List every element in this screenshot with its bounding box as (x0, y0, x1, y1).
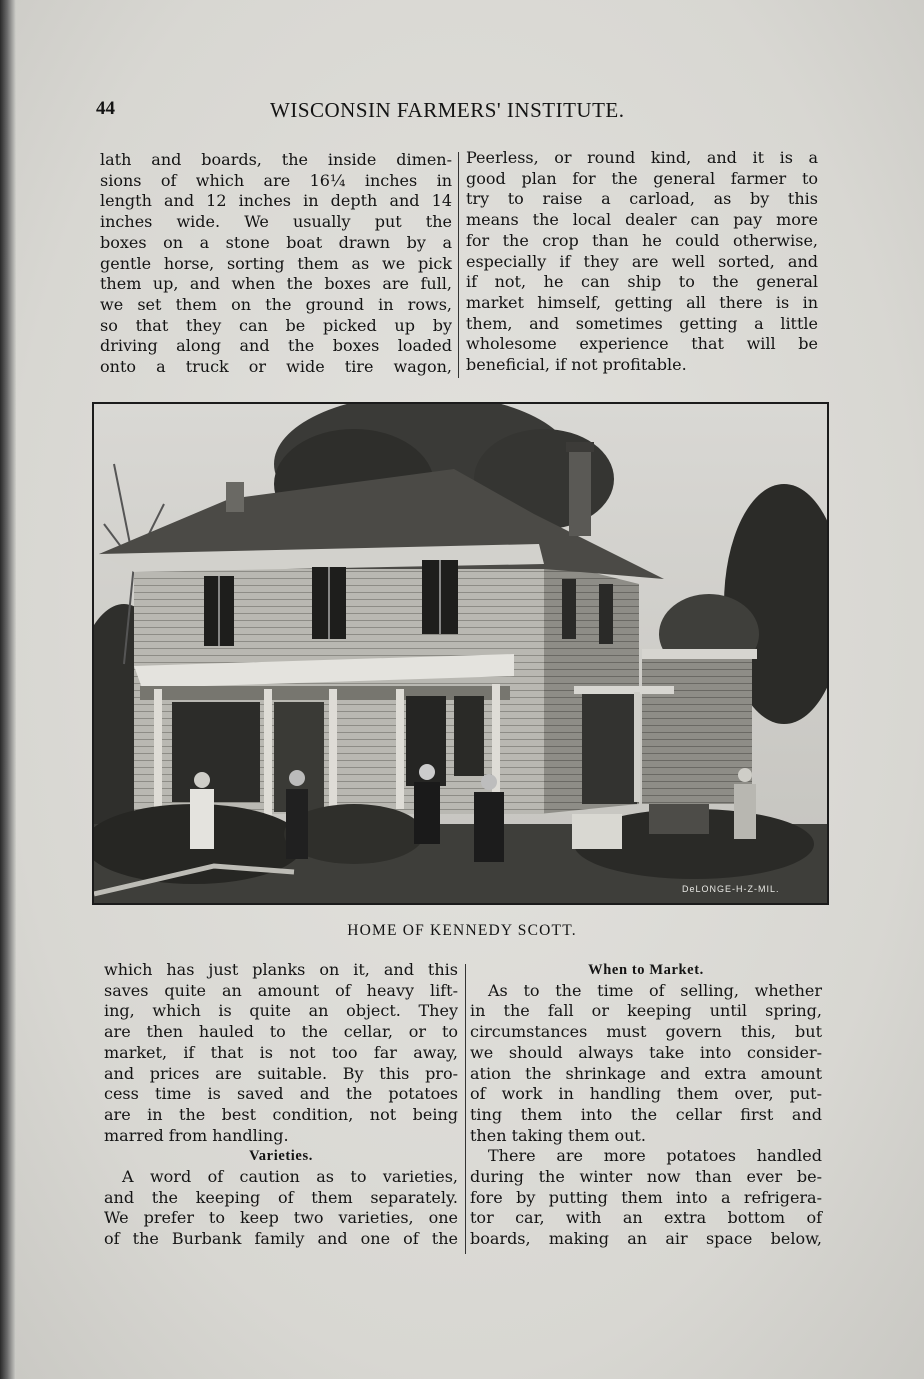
house-photograph (92, 402, 829, 905)
text-line: especially if they are well sorted, and (466, 251, 818, 271)
section-heading-varieties: Varieties. (249, 1148, 313, 1165)
text-line: inches wide. We usually put the (100, 212, 452, 232)
running-head: WISCONSIN FARMERS' INSTITUTE. (270, 98, 625, 122)
section-heading-when-to-market: When to Market. (588, 962, 704, 978)
text-line: saves quite an amount of heavy lift- (104, 980, 458, 1000)
text-line: lath and boards, the inside dimen- (100, 150, 452, 169)
text-line: boxes on a stone boat drawn by a (100, 232, 452, 252)
engraver-mark: DeLONGE-H-Z-MIL. (682, 884, 780, 894)
text-line: then taking them out. (470, 1125, 646, 1145)
text-line: tor car, with an extra bottom of (470, 1208, 822, 1228)
page-header (96, 98, 656, 128)
text-line: boards, making an air space below, (470, 1229, 822, 1249)
text-line: Peerless, or round kind, and it is a (466, 148, 818, 167)
text-line: if not, he can ship to the general (466, 272, 818, 292)
top-left-column (100, 150, 452, 378)
text-line: beneficial, if not profitable. (466, 355, 687, 375)
text-line: gentle horse, sorting them as we pick (100, 253, 452, 273)
text-line: are then hauled to the cellar, or to (104, 1022, 458, 1042)
text-line: driving along and the boxes loaded (100, 336, 452, 356)
text-line: of work in handling them over, put- (470, 1084, 822, 1104)
text-line: A word of caution as to varieties, (122, 1167, 458, 1187)
text-line: wholesome experience that will be (466, 334, 818, 354)
page-number: 44 (96, 98, 115, 119)
text-line: cess time is saved and the potatoes (104, 1084, 458, 1104)
text-line: them up, and when the boxes are full, (100, 274, 452, 294)
text-line: ation the shrinkage and extra amount (470, 1063, 822, 1083)
text-line: we set them on the ground in rows, (100, 294, 452, 314)
text-line: for the crop than he could otherwise, (466, 230, 818, 250)
photo-caption: HOME OF KENNEDY SCOTT. (347, 922, 577, 939)
column-divider (458, 152, 459, 378)
text-line: marred from handling. (104, 1125, 289, 1145)
text-line: good plan for the general farmer to (466, 168, 818, 188)
text-line: means the local dealer can pay more (466, 210, 818, 230)
text-line: are in the best condition, not being (104, 1104, 458, 1124)
text-line: and prices are suitable. By this pro- (104, 1063, 458, 1083)
text-line: ting them into the cellar first and (470, 1104, 822, 1124)
text-line: market, if that is not too far away, (104, 1042, 458, 1062)
house-illustration (94, 404, 827, 903)
text-line: them, and sometimes getting a little (466, 313, 818, 333)
text-line: of the Burbank family and one of the (104, 1229, 458, 1249)
text-line: which has just planks on it, and this (104, 960, 458, 979)
text-line: circumstances must govern this, but (470, 1022, 822, 1042)
page-binding-edge (0, 0, 16, 1379)
text-line: fore by putting them into a refrigera- (470, 1187, 822, 1207)
text-line: market himself, getting all there is in (466, 292, 818, 312)
text-line: in the fall or keeping until spring, (470, 1001, 822, 1021)
bottom-left-column (104, 960, 458, 1250)
text-line: As to the time of selling, whether (488, 980, 822, 1000)
text-line: sions of which are 16¼ inches in (100, 170, 452, 190)
text-line: try to raise a carload, as by this (466, 189, 818, 209)
text-line: length and 12 inches in depth and 14 (100, 191, 452, 211)
text-line: onto a truck or wide tire wagon, (100, 357, 452, 377)
text-line: during the winter now than ever be- (470, 1167, 822, 1187)
text-line: ing, which is quite an object. They (104, 1001, 458, 1021)
text-line: and the keeping of them separately. (104, 1187, 458, 1207)
text-line: We prefer to keep two varieties, one (104, 1208, 458, 1228)
bottom-right-column (470, 960, 822, 1250)
text-line: There are more potatoes handled (488, 1146, 822, 1166)
text-line: so that they can be picked up by (100, 315, 452, 335)
column-divider (465, 964, 466, 1254)
text-line: we should always take into consider- (470, 1042, 822, 1062)
top-right-column (466, 148, 818, 376)
